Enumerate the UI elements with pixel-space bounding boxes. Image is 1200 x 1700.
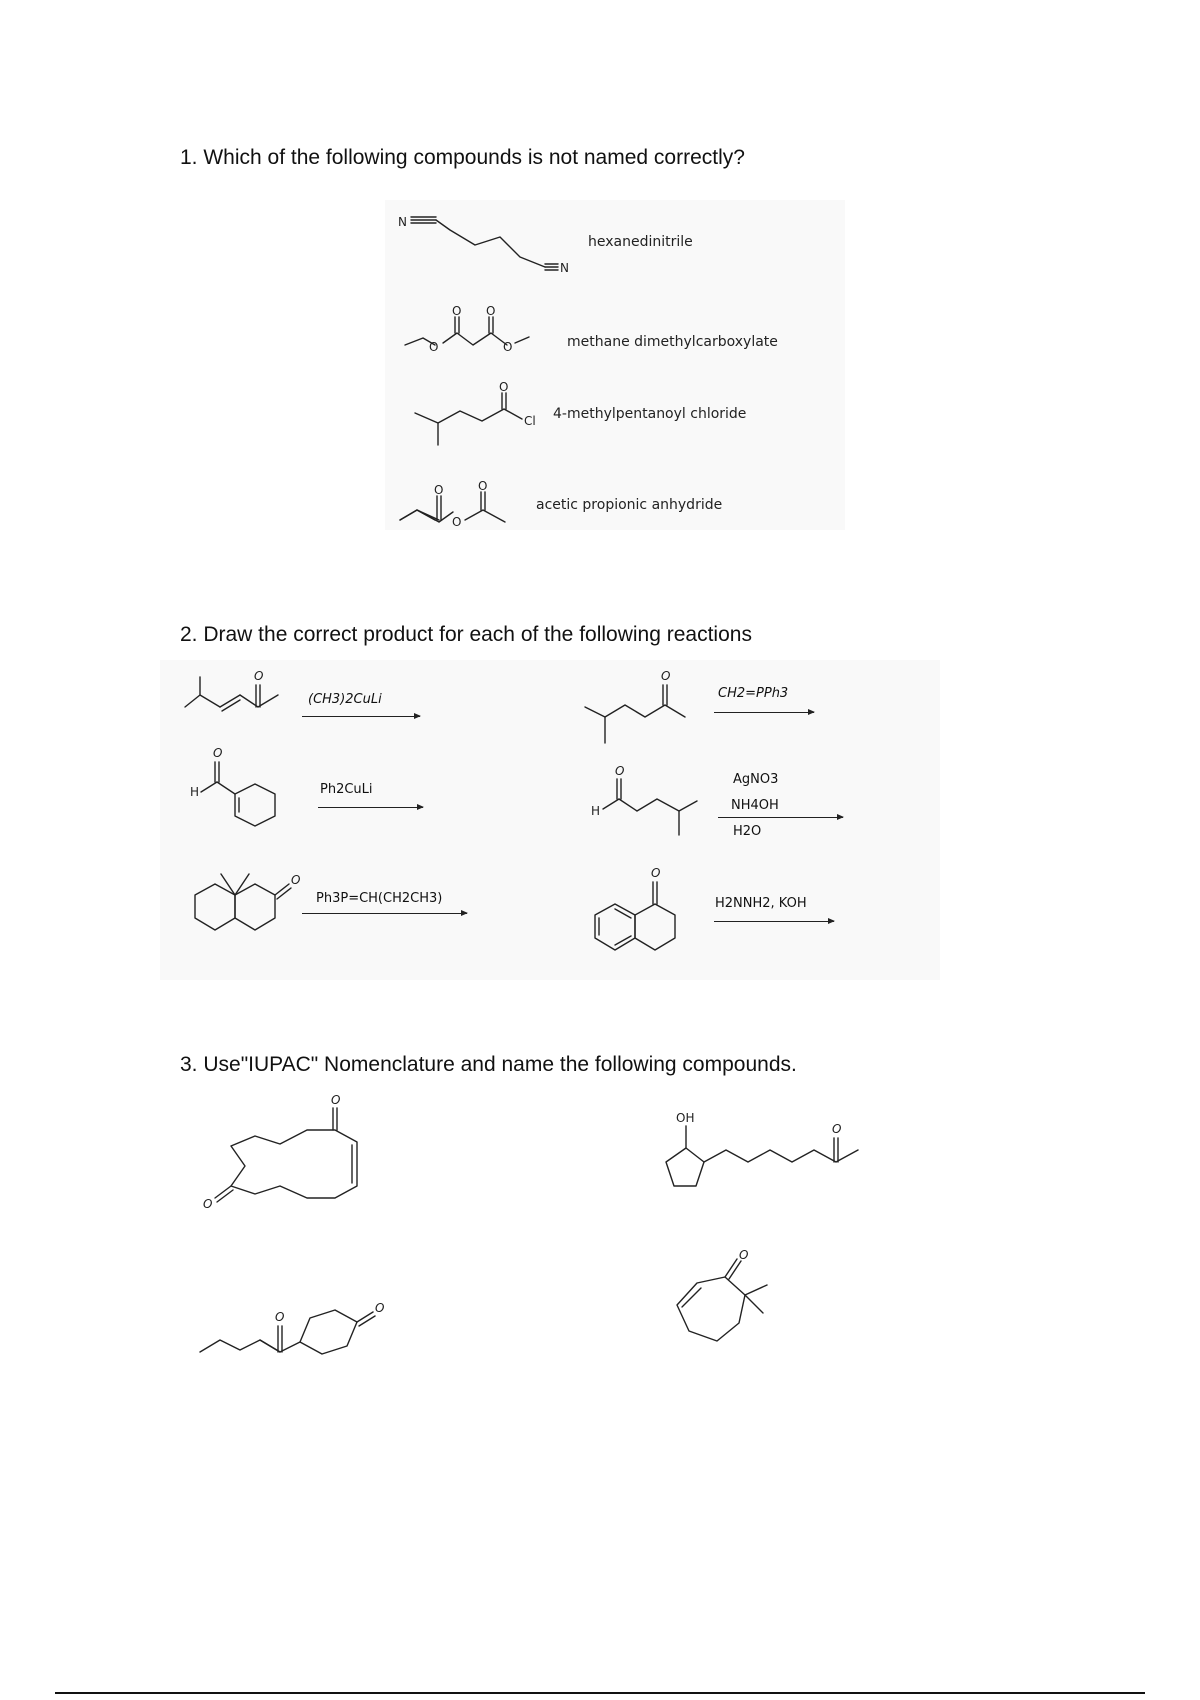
- reactant-enone: [180, 665, 290, 725]
- reagent-5a: AgNO3: [733, 772, 779, 787]
- reagent-3: Ph3P=CH(CH2CH3): [316, 891, 443, 906]
- reactant-decalone: [185, 860, 315, 940]
- reagent-2: Ph2CuLi: [320, 782, 373, 797]
- atom-o: O: [651, 866, 661, 880]
- atom-oh: OH: [676, 1111, 695, 1125]
- atom-o: O: [739, 1248, 749, 1262]
- cyclodecenedione-structure: [195, 1090, 385, 1220]
- reactant-ketone: [580, 665, 700, 750]
- atom-o: O: [478, 479, 488, 493]
- atom-n: N: [560, 261, 569, 275]
- atom-o: O: [615, 764, 625, 778]
- reaction-arrow-1: [302, 716, 420, 717]
- question-3: 3. Use"IUPAC" Nomenclature and name the following compounds.: [180, 1053, 797, 1076]
- page-bottom-rule: [55, 1692, 1145, 1694]
- atom-o: O: [275, 1310, 285, 1324]
- atom-o: O: [291, 873, 301, 887]
- hexanedinitrile-structure: [390, 205, 580, 285]
- compound-name-4: acetic propionic anhydride: [536, 497, 723, 513]
- methylpentanoyl-chloride-structure: [410, 375, 550, 450]
- atom-o: O: [452, 304, 462, 318]
- atom-cl: Cl: [524, 414, 536, 428]
- atom-n: N: [398, 215, 407, 229]
- reaction-arrow-2: [318, 807, 423, 808]
- oxocyclohexyl-ketone-structure: [195, 1270, 445, 1370]
- reagent-6: H2NNH2, KOH: [715, 896, 807, 911]
- dimethyl-malonate-structure: [395, 305, 535, 360]
- atom-o: O: [213, 746, 223, 760]
- reagent-5b: NH4OH: [731, 798, 779, 813]
- atom-o: O: [254, 669, 264, 683]
- reagent-5c: H2O: [733, 824, 762, 839]
- anhydride-structure: [395, 470, 535, 535]
- atom-o: O: [429, 340, 439, 354]
- reactant-cyclohexenal: [185, 740, 295, 840]
- hydroxycyclopentyl-compound-structure: [650, 1110, 900, 1220]
- atom-o: O: [486, 304, 496, 318]
- atom-o: O: [203, 1197, 213, 1211]
- question-2: 2. Draw the correct product for each of the following reactions: [180, 623, 752, 646]
- atom-o: O: [452, 515, 462, 529]
- reaction-arrow-5: [718, 817, 843, 818]
- reaction-arrow-4: [714, 712, 814, 713]
- atom-o: O: [375, 1301, 385, 1315]
- reagent-1: (CH3)2CuLi: [308, 692, 382, 707]
- compound-name-2: methane dimethylcarboxylate: [567, 334, 778, 350]
- atom-o: O: [434, 483, 444, 497]
- reagent-4: CH2=PPh3: [718, 686, 789, 701]
- question-1: 1. Which of the following compounds is not named correctly?: [180, 146, 745, 169]
- atom-o: O: [331, 1093, 341, 1107]
- atom-o: O: [499, 380, 509, 394]
- atom-o: O: [661, 669, 671, 683]
- compound-name-3: 4-methylpentanoyl chloride: [553, 406, 747, 422]
- reactant-aldehyde: [585, 765, 715, 845]
- compound-name-1: hexanedinitrile: [588, 234, 693, 250]
- reaction-arrow-3: [302, 913, 467, 914]
- atom-h: H: [190, 785, 200, 799]
- reaction-arrow-6: [714, 921, 834, 922]
- dimethylcycloheptenone-structure: [665, 1245, 815, 1355]
- atom-o: O: [832, 1122, 842, 1136]
- reactant-tetralone: [585, 860, 695, 950]
- atom-h: H: [591, 804, 601, 818]
- atom-o: O: [503, 340, 513, 354]
